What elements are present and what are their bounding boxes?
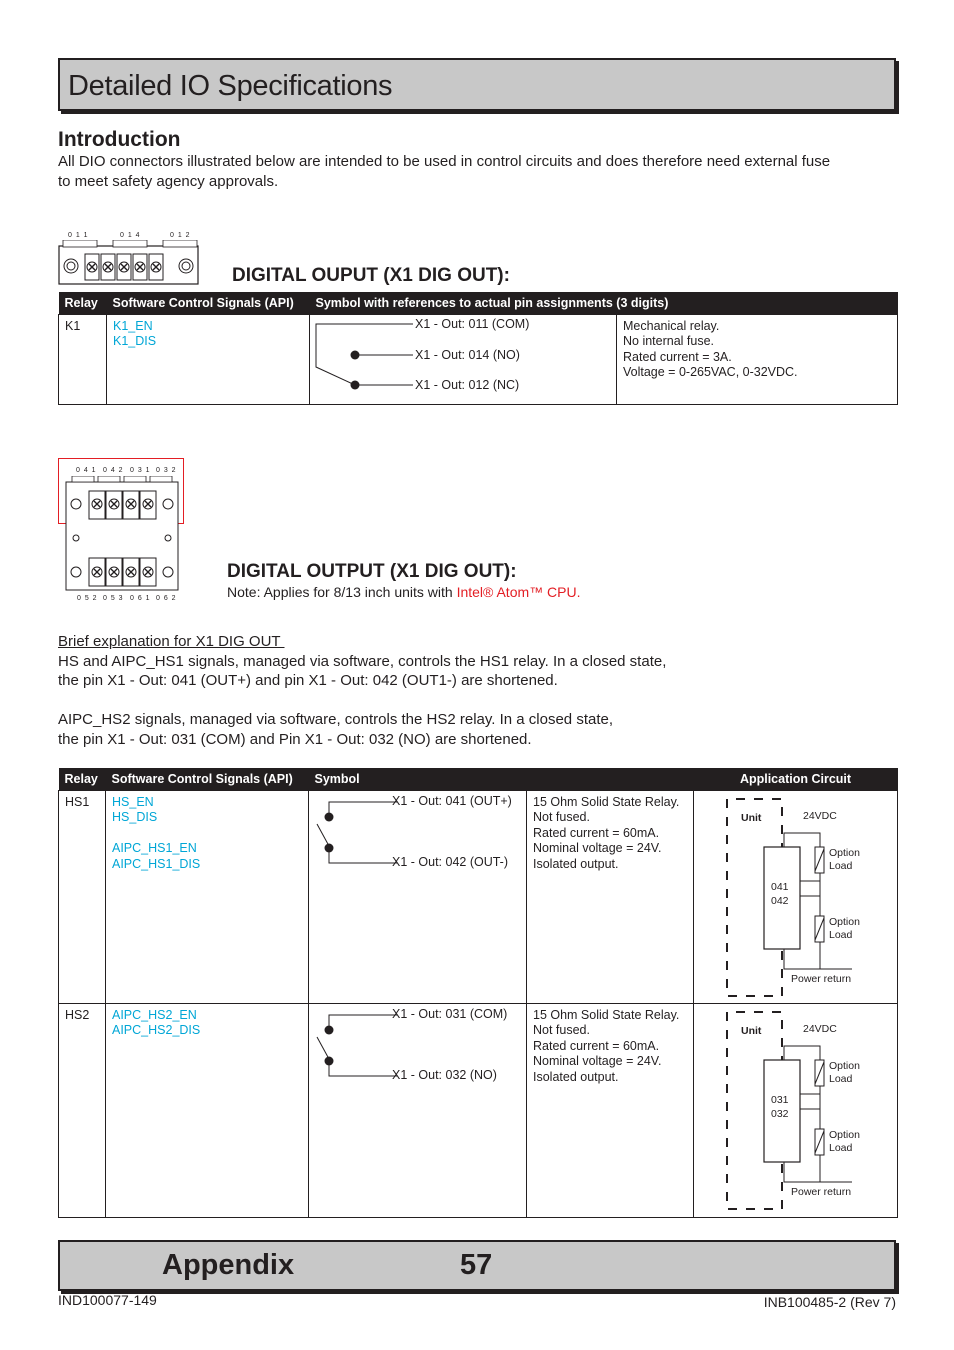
signals-cell — [106, 1003, 309, 1217]
relay-symbol-k1 — [310, 315, 420, 403]
connector-label-011: 0 1 1 — [68, 232, 89, 239]
circuit-load-2-label — [829, 916, 860, 942]
section2-heading: DIGITAL OUTPUT (X1 DIG OUT): — [227, 561, 517, 582]
connector-label-031: 0 3 1 — [130, 467, 151, 474]
connector-label-052: 0 5 2 — [77, 595, 98, 602]
circuit-load-1-label — [829, 847, 860, 873]
connector-label-061: 0 6 1 — [130, 595, 151, 602]
section2-note — [227, 584, 581, 600]
table-header-row — [59, 292, 898, 314]
symbol-cell — [309, 1003, 527, 1217]
connector-x1-illustration-2 — [58, 458, 186, 606]
circuit-return-label: Power return — [791, 1185, 852, 1198]
description-cell — [617, 314, 898, 404]
connector-label-042: 0 4 2 — [103, 467, 124, 474]
appendix-footer-bar — [58, 1240, 896, 1291]
circuit-load-1-label — [829, 1060, 860, 1086]
description-line: Isolated output. — [533, 1069, 619, 1084]
relay-cell: K1 — [59, 314, 107, 404]
paragraph-line: the pin X1 - Out: 031 (COM) and Pin X1 - Out: 032 (NO) are shortened. — [58, 730, 532, 748]
load-label-line: Load — [829, 928, 853, 941]
pin-label-042: X1 - Out: 042 (OUT-) — [392, 854, 509, 869]
brief-explanation — [58, 632, 818, 749]
application-circuit-cell — [694, 1003, 898, 1217]
signal-item: AIPC_HS1_DIS — [112, 856, 201, 871]
col-header-signals: Software Control Signals (API) — [106, 768, 309, 790]
k1-spec-table — [58, 292, 898, 405]
note-cpu-highlight: Intel® Atom™ CPU. — [456, 584, 581, 600]
description-line: 15 Ohm Solid State Relay. — [533, 794, 680, 809]
intro-text-line-2: to meet safety agency approvals. — [58, 172, 279, 190]
signal-item: AIPC_HS2_EN — [112, 1007, 197, 1022]
load-label-line: Option — [829, 1059, 860, 1072]
col-header-application-circuit: Application Circuit — [694, 768, 898, 790]
load-label-line: Load — [829, 859, 853, 872]
table-row-hs2 — [59, 1003, 898, 1217]
connector-label-053: 0 5 3 — [103, 595, 124, 602]
circuit-pin-a: 031 — [771, 1093, 789, 1106]
col-header-relay: Relay — [59, 292, 107, 314]
description-cell — [527, 1003, 694, 1217]
circuit-return-label: Power return — [791, 972, 852, 985]
signal-item: HS_DIS — [112, 810, 158, 824]
description-line: Voltage = 0-265VAC, 0-32VDC. — [623, 365, 798, 379]
signal-item: HS_EN — [112, 794, 154, 809]
circuit-pin-labels — [771, 880, 789, 908]
circuit-unit-label: Unit — [741, 1024, 762, 1037]
description-cell — [527, 790, 694, 1003]
connector-label-012: 0 1 2 — [170, 232, 191, 239]
relay-symbol-hs1 — [309, 791, 399, 871]
signal-item: AIPC_HS2_DIS — [112, 1023, 201, 1037]
load-label-line: Option — [829, 1128, 860, 1141]
pin-label-031: X1 - Out: 031 (COM) — [392, 1006, 508, 1021]
page-title-bar — [58, 58, 896, 111]
description-line: Rated current = 60mA. — [533, 825, 660, 840]
description-line: Isolated output. — [533, 856, 619, 871]
table-header-row — [59, 768, 898, 790]
relay-cell: HS1 — [59, 790, 106, 1003]
connector-label-014: 0 1 4 — [120, 232, 141, 239]
relay-symbol-hs2 — [309, 1004, 399, 1084]
pin-label-014: X1 - Out: 014 (NO) — [415, 347, 520, 362]
paragraph-line: the pin X1 - Out: 041 (OUT+) and pin X1 - Out: 042 (OUT1-) are shortened. — [58, 672, 558, 689]
circuit-pin-labels — [771, 1093, 789, 1121]
circuit-load-2-label — [829, 1129, 860, 1155]
pin-label-012: X1 - Out: 012 (NC) — [415, 377, 520, 392]
connector-label-041: 0 4 1 — [76, 467, 97, 474]
connector-drawing — [58, 240, 200, 286]
pin-label-041: X1 - Out: 041 (OUT+) — [392, 793, 512, 808]
intro-text-line-1: All DIO connectors illustrated below are intended to be used in control circuits and does therefore need external fuse — [58, 153, 831, 170]
description-line: Rated current = 60mA. — [533, 1038, 660, 1053]
connector-drawing-2 — [58, 476, 186, 594]
circuit-pin-b: 032 — [771, 1107, 789, 1120]
col-header-symbol: Symbol — [309, 768, 694, 790]
circuit-pin-b: 042 — [771, 894, 789, 907]
hs-spec-table — [58, 768, 898, 1218]
load-label-line: Load — [829, 1072, 853, 1085]
circuit-unit-label: Unit — [741, 811, 762, 824]
doc-id-left: IND100077-149 — [58, 1292, 157, 1308]
description-line: Not fused. — [533, 1023, 590, 1037]
page-title: Detailed IO Specifications — [68, 70, 393, 102]
pin-label-011: X1 - Out: 011 (COM) — [415, 316, 530, 331]
paragraph-line: HS and AIPC_HS1 signals, managed via software, controls the HS1 relay. In a closed state, — [58, 652, 667, 670]
page-number: 57 — [460, 1249, 493, 1281]
table-row — [59, 314, 898, 404]
relay-cell: HS2 — [59, 1003, 106, 1217]
signals-cell — [106, 790, 309, 1003]
load-label-line: Option — [829, 915, 860, 928]
circuit-supply-label: 24VDC — [803, 809, 837, 822]
connector-x1-illustration-1 — [58, 232, 200, 284]
signal-item: K1_DIS — [113, 334, 157, 348]
pin-label-032: X1 - Out: 032 (NO) — [392, 1067, 497, 1082]
load-label-line: Option — [829, 846, 860, 859]
paragraph-line: AIPC_HS2 signals, managed via software, controls the HS2 relay. In a closed state, — [58, 711, 613, 728]
note-text: Note: Applies for 8/13 inch units with — [227, 584, 457, 600]
description-line: Nominal voltage = 24V. — [533, 841, 662, 855]
section1-heading: DIGITAL OUPUT (X1 DIG OUT): — [232, 265, 510, 286]
appendix-label: Appendix — [162, 1249, 295, 1281]
brief-title: Brief explanation for X1 DIG OUT — [58, 633, 285, 650]
description-line: Mechanical relay. — [623, 318, 720, 333]
connector-label-062: 0 6 2 — [156, 595, 177, 602]
load-label-line: Load — [829, 1141, 853, 1154]
description-line: Rated current = 3A. — [623, 349, 732, 364]
circuit-supply-label: 24VDC — [803, 1022, 837, 1035]
doc-id-right: INB100485-2 (Rev 7) — [763, 1294, 896, 1310]
intro-text — [58, 152, 898, 191]
signal-item: K1_EN — [113, 318, 153, 333]
application-circuit-cell — [694, 790, 898, 1003]
signal-item: AIPC_HS1_EN — [112, 841, 197, 855]
description-line: Not fused. — [533, 810, 590, 824]
symbol-cell — [310, 314, 617, 404]
table-row-hs1 — [59, 790, 898, 1003]
col-header-relay: Relay — [59, 768, 106, 790]
description-line: No internal fuse. — [623, 334, 715, 348]
col-header-symbol: Symbol with references to actual pin assignments (3 digits) — [310, 292, 898, 314]
signals-cell — [107, 314, 310, 404]
col-header-signals: Software Control Signals (API) — [107, 292, 310, 314]
connector-label-032: 0 3 2 — [156, 467, 177, 474]
circuit-pin-a: 041 — [771, 880, 789, 893]
description-line: Nominal voltage = 24V. — [533, 1054, 662, 1068]
intro-heading: Introduction — [58, 128, 181, 151]
description-line: 15 Ohm Solid State Relay. — [533, 1007, 680, 1022]
symbol-cell — [309, 790, 527, 1003]
